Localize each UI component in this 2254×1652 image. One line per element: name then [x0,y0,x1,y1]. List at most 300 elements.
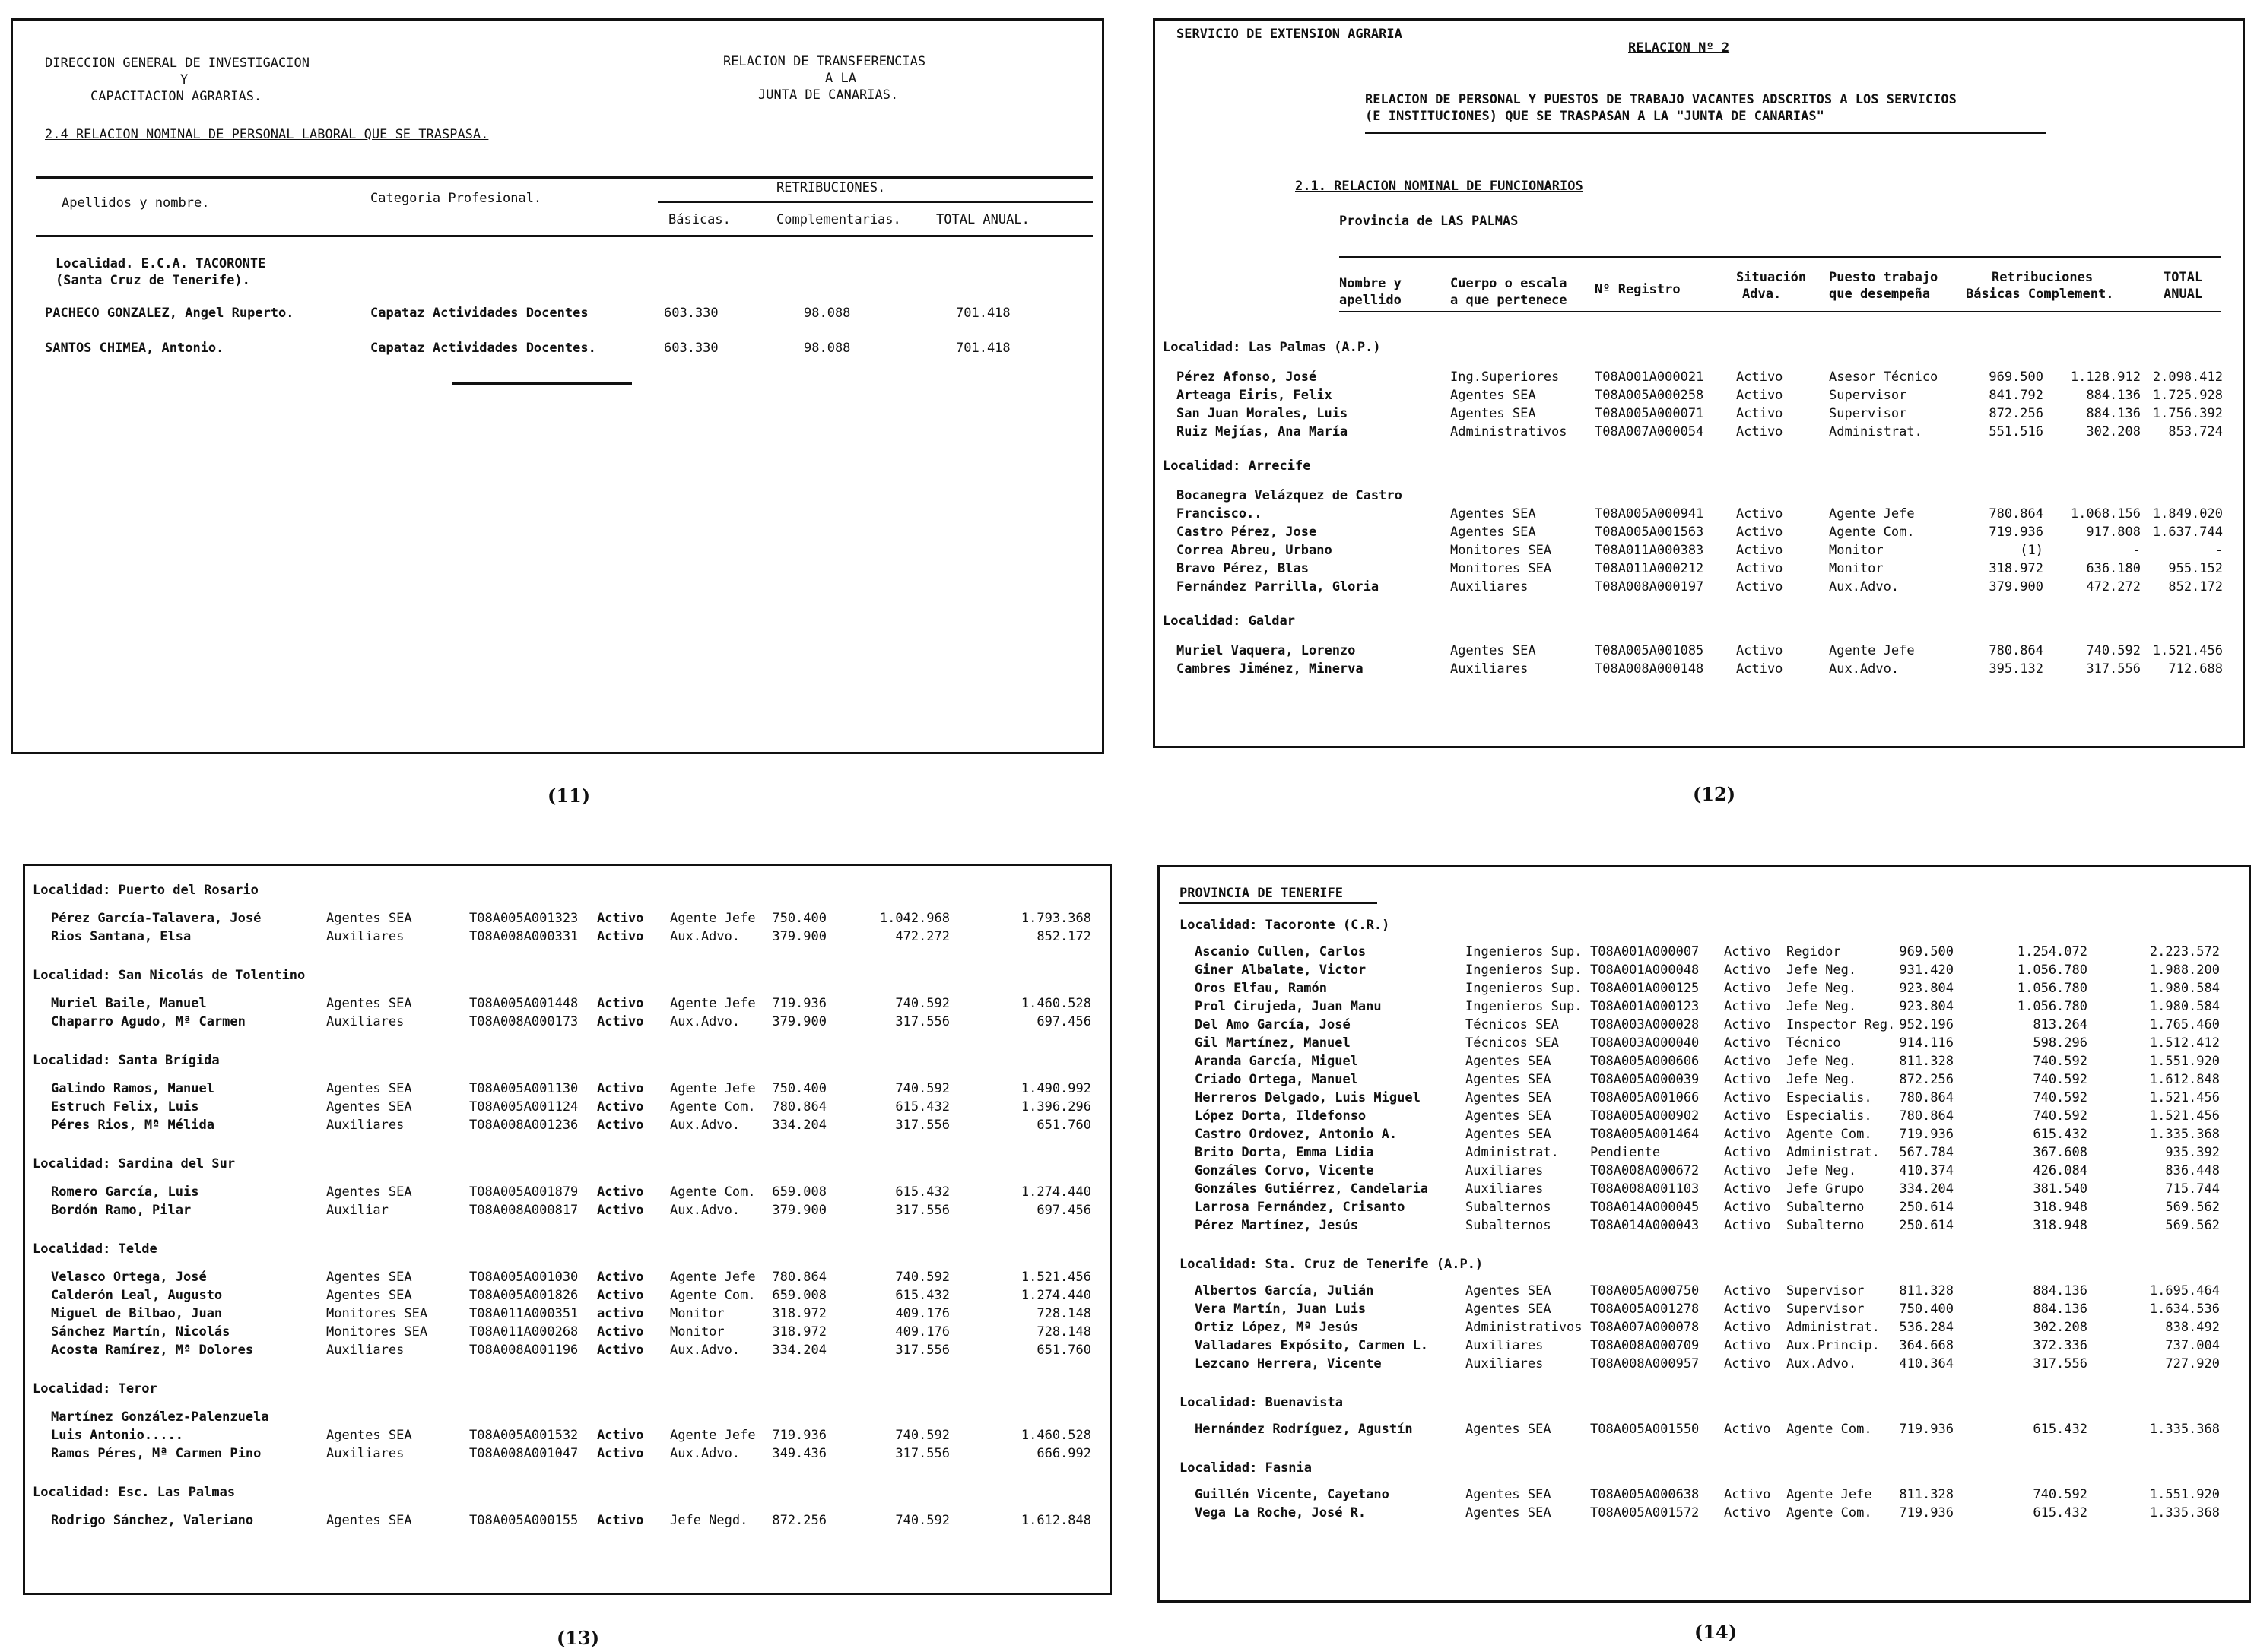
table-row [1155,405,2243,422]
cell-comp: 409.176 [895,1324,950,1340]
cell-post: Aux.Advo. [1786,1356,1857,1371]
table-row [1160,1144,2249,1161]
cell-name: Muriel Baile, Manuel [51,996,207,1011]
cell-post: Asesor Técnico [1829,369,1938,385]
cell-sit: Activo [597,1014,644,1029]
cell-total: 1.725.928 [2152,388,2223,403]
cell-post: Monitor [1829,543,1884,558]
cell-post: Agente Jefe [670,1270,756,1285]
cell-post: Regidor [1786,944,1841,959]
cell-total: 852.172 [1037,929,1091,944]
cell-sit: Activo [597,1428,644,1443]
cell-body: Auxiliares [326,1118,405,1133]
cell-post: Especialis. [1786,1108,1872,1124]
cell-comp: 318.948 [2033,1218,2087,1233]
table-row [1160,998,2249,1015]
cell-reg: T08A014A000043 [1590,1218,1700,1233]
cell-name: Guillén Vicente, Cayetano [1195,1487,1389,1502]
cell-bas: 659.008 [772,1288,827,1303]
cell-post: Agente Com. [670,1099,756,1115]
cell-total: 569.562 [2165,1200,2220,1215]
cell-name: Galindo Ramos, Manuel [51,1081,214,1096]
cell-bas: 969.500 [1989,369,2043,385]
cell-comp: 1.068.156 [2070,506,2141,522]
cell-total: 1.512.412 [2149,1035,2220,1051]
cell-bas: 872.256 [1989,406,2043,421]
cell-total: 1.396.296 [1021,1099,1091,1115]
cell-reg: T08A008A000331 [469,929,579,944]
cell-comp: 884.136 [2033,1283,2087,1298]
cell-reg: T08A005A000638 [1590,1487,1700,1502]
locality-heading: Localidad: Telde [33,1241,157,1257]
cell-name: Giner Albalate, Victor [1195,962,1367,978]
table-row [1160,980,2249,997]
cell-sit: Activo [1724,1145,1771,1160]
cell-reg: T08A005A000606 [1590,1054,1700,1069]
table-row [25,995,1110,1012]
cell-body: Agentes SEA [326,996,412,1011]
cell-name: Bocanegra Velázquez de Castro [1176,488,1402,503]
cell-sit: Activo [1736,543,1783,558]
cell-sit: Activo [1724,1338,1771,1353]
cell-body: Agentes SEA [326,1428,412,1443]
cell-comp: 740.592 [2033,1072,2087,1087]
cell-total: 1.521.456 [2149,1090,2220,1105]
panel-14 [1157,865,2251,1603]
locality-heading: Localidad: Santa Brígida [33,1053,220,1068]
p11-row-bas: 603.330 [664,306,719,321]
cell-body: Ingenieros Sup. [1465,944,1583,959]
locality-heading: Localidad: Galdar [1163,614,1295,629]
cell-bas: 659.008 [772,1184,827,1200]
cell-name: Calderón Leal, Augusto [51,1288,223,1303]
cell-bas: 872.256 [772,1513,827,1528]
table-row [1160,1108,2249,1124]
cell-reg: T08A005A001879 [469,1184,579,1200]
cell-bas: 410.364 [1899,1356,1954,1371]
table-row [1155,560,2243,577]
cell-total: 1.274.440 [1021,1288,1091,1303]
p11-row-comp: 98.088 [804,341,851,356]
table-row [1155,542,2243,559]
cell-comp: 615.432 [895,1099,950,1115]
cell-comp: 884.136 [2086,406,2141,421]
cell-post: Inspector Reg. [1786,1017,1896,1032]
cell-body: Auxiliares [1450,661,1529,677]
cell-bas: 780.864 [1899,1090,1954,1105]
cell-bas: 719.936 [1899,1422,1954,1437]
cell-total: 728.148 [1037,1324,1091,1340]
p11-header-left-1: DIRECCION GENERAL DE INVESTIGACION [45,55,310,71]
cell-reg: T08A005A000941 [1595,506,1704,522]
cell-reg: T08A008A000709 [1590,1338,1700,1353]
cell-body: Técnicos SEA [1465,1017,1559,1032]
page-number-14: (14) [1694,1621,1738,1643]
page-number-13: (13) [557,1627,600,1649]
cell-bas: 914.116 [1899,1035,1954,1051]
cell-total: 737.004 [2165,1338,2220,1353]
cell-name: Martínez González-Palenzuela [51,1409,269,1425]
panel-13 [23,864,1112,1595]
cell-post: Jefe Neg. [1786,962,1857,978]
cell-reg: T08A008A000957 [1590,1356,1700,1371]
cell-name: Correa Abreu, Urbano [1176,543,1332,558]
p11-header-right-2: A LA [825,71,856,86]
table-row [1160,1337,2249,1354]
cell-bas: 379.900 [772,1014,827,1029]
panel-12 [1153,18,2245,748]
cell-post: Agente Jefe [1786,1487,1872,1502]
cell-post: Agente Com. [1786,1422,1872,1437]
cell-sit: Activo [597,929,644,944]
table-row [25,1099,1110,1115]
cell-comp: 1.128.912 [2070,369,2141,385]
cell-comp: 426.084 [2033,1163,2087,1178]
cell-sit: Activo [1724,1017,1771,1032]
cell-post: Aux.Advo. [670,1203,741,1218]
cell-bas: 811.328 [1899,1283,1954,1298]
cell-total: 1.612.848 [2149,1072,2220,1087]
p12-h-sit-2: Adva. [1742,287,1782,302]
cell-bas: 334.204 [1899,1181,1954,1197]
cell-total: 1.980.584 [2149,981,2220,996]
cell-body: Auxiliares [326,1343,405,1358]
cell-comp: 740.592 [895,996,950,1011]
cell-body: Auxiliares [1465,1181,1544,1197]
locality-heading: Localidad: Sardina del Sur [33,1156,236,1172]
cell-reg: T08A005A001448 [469,996,579,1011]
cell-post: Aux.Advo. [670,1343,741,1358]
p12-header-rule-bottom [1339,311,2221,312]
cell-bas: 349.436 [772,1446,827,1461]
cell-sit: Activo [1736,643,1783,658]
cell-comp: 740.592 [895,1513,950,1528]
cell-sit: Activo [597,1446,644,1461]
cell-post: Supervisor [1786,1283,1865,1298]
cell-sit: Activo [597,1270,644,1285]
p11-row-name: SANTOS CHIMEA, Antonio. [45,341,224,356]
cell-sit: Activo [597,1288,644,1303]
cell-name: Gonzáles Corvo, Vicente [1195,1163,1374,1178]
cell-name: Chaparro Agudo, Mª Carmen [51,1014,246,1029]
p11-row-name: PACHECO GONZALEZ, Angel Ruperto. [45,306,294,321]
table-row [1160,1486,2249,1503]
cell-bas: 923.804 [1899,981,1954,996]
p11-row-comp: 98.088 [804,306,851,321]
cell-bas: 364.668 [1899,1338,1954,1353]
cell-reg: T08A005A001124 [469,1099,579,1115]
locality-heading: Localidad: Tacoronte (C.R.) [1179,918,1390,933]
table-row [1160,1217,2249,1234]
cell-body: Agentes SEA [1450,643,1536,658]
locality-heading: Localidad: Sta. Cruz de Tenerife (A.P.) [1179,1257,1484,1272]
cell-post: Monitor [1829,561,1884,576]
cell-sit: Activo [1724,1181,1771,1197]
cell-total: 1.551.920 [2149,1054,2220,1069]
table-row [1160,962,2249,978]
locality-heading: Localidad: Puerto del Rosario [33,883,259,898]
cell-total: 666.992 [1037,1446,1091,1461]
cell-reg: T08A005A001464 [1590,1127,1700,1142]
cell-total: 1.793.368 [1021,911,1091,926]
cell-post: Agente Com. [1786,1127,1872,1142]
locality-heading: Localidad: San Nicolás de Tolentino [33,968,306,983]
cell-sit: activo [597,1306,644,1321]
cell-comp: 884.136 [2033,1302,2087,1317]
cell-sit: Activo [1724,1356,1771,1371]
cell-post: Aux.Princip. [1786,1338,1880,1353]
p11-locality: Localidad. E.C.A. TACORONTE [56,256,266,271]
table-row [1160,1319,2249,1336]
cell-sit: Activo [597,911,644,926]
cell-comp: 372.336 [2033,1338,2087,1353]
cell-body: Auxiliares [1465,1338,1544,1353]
cell-body: Agentes SEA [1450,406,1536,421]
cell-post: Administrat. [1786,1145,1880,1160]
cell-bas: 410.374 [1899,1163,1954,1178]
cell-body: Agentes SEA [1465,1487,1551,1502]
cell-post: Jefe Neg. [1786,1072,1857,1087]
cell-name: Oros Elfau, Ramón [1195,981,1327,996]
cell-reg: T08A008A001236 [469,1118,579,1133]
cell-body: Monitores SEA [1450,543,1552,558]
table-row [25,1445,1110,1462]
cell-body: Agentes SEA [1465,1090,1551,1105]
cell-post: Aux.Advo. [1829,661,1900,677]
cell-name: Aranda García, Miguel [1195,1054,1358,1069]
p12-h-name-2: apellido [1339,293,1402,308]
cell-total: 712.688 [2168,661,2223,677]
p11-col-total: TOTAL ANUAL. [936,212,1030,227]
cell-sit: Activo [1736,661,1783,677]
p11-row-total: 701.418 [956,306,1011,321]
p11-header-right-1: RELACION DE TRANSFERENCIAS [723,54,926,69]
cell-body: Agentes SEA [1465,1072,1551,1087]
cell-total: 569.562 [2165,1218,2220,1233]
cell-body: Ingenieros Sup. [1465,981,1583,996]
table-row [25,1427,1110,1444]
cell-post: Supervisor [1829,388,1907,403]
cell-name: Ortiz López, Mª Jesús [1195,1320,1358,1335]
table-row [1155,369,2243,385]
cell-name: Hernández Rodríguez, Agustín [1195,1422,1413,1437]
p12-h-sit-1: Situación [1736,270,1807,285]
table-row [1155,506,2243,522]
cell-comp: 367.608 [2033,1145,2087,1160]
cell-total: 1.274.440 [1021,1184,1091,1200]
cell-body: Agentes SEA [326,911,412,926]
p12-h-reg: Nº Registro [1595,282,1681,297]
table-row [1160,1016,2249,1033]
cell-sit: Activo [597,1513,644,1528]
cell-name: Larrosa Fernández, Crisanto [1195,1200,1405,1215]
cell-body: Agentes SEA [326,1270,412,1285]
cell-sit: Activo [1724,1054,1771,1069]
cell-sit: Activo [597,1343,644,1358]
cell-name: Del Amo García, José [1195,1017,1351,1032]
cell-post: Supervisor [1786,1302,1865,1317]
cell-body: Agentes SEA [1465,1054,1551,1069]
cell-bas: 719.936 [772,996,827,1011]
cell-total: 728.148 [1037,1306,1091,1321]
cell-sit: Activo [1724,944,1771,959]
cell-name: Gonzáles Gutiérrez, Candelaria [1195,1181,1429,1197]
cell-name: López Dorta, Ildefonso [1195,1108,1367,1124]
table-row [1155,524,2243,541]
cell-comp: 884.136 [2086,388,2141,403]
cell-total: 1.490.992 [1021,1081,1091,1096]
cell-comp: 317.556 [895,1014,950,1029]
cell-reg: T08A005A000750 [1590,1283,1700,1298]
table-row [13,340,1102,357]
p11-rule-top [36,176,1093,179]
cell-bas: 780.864 [772,1270,827,1285]
cell-post: Aux.Advo. [670,1014,741,1029]
cell-sit: Activo [1724,1320,1771,1335]
cell-name: Bravo Pérez, Blas [1176,561,1309,576]
p11-rule-retrib [658,201,1093,203]
cell-comp: 740.592 [895,1428,950,1443]
cell-reg: T08A011A000351 [469,1306,579,1321]
cell-body: Agentes SEA [326,1288,412,1303]
cell-reg: T08A005A000039 [1590,1072,1700,1087]
cell-bas: 551.516 [1989,424,2043,439]
cell-bas: 780.864 [1989,506,2043,522]
cell-body: Agentes SEA [1465,1302,1551,1317]
cell-comp: 917.808 [2086,525,2141,540]
cell-sit: Activo [1724,1127,1771,1142]
cell-bas: 811.328 [1899,1054,1954,1069]
cell-name: Acosta Ramírez, Mª Dolores [51,1343,254,1358]
table-row [25,1269,1110,1286]
cell-comp: 409.176 [895,1306,950,1321]
cell-post: Jefe Neg. [1786,1163,1857,1178]
table-row [1160,1421,2249,1438]
cell-sit: Activo [1736,525,1783,540]
table-row [25,1287,1110,1304]
cell-comp: 636.180 [2086,561,2141,576]
cell-reg: T08A008A001047 [469,1446,579,1461]
table-row [1160,943,2249,960]
cell-comp: 317.556 [2033,1356,2087,1371]
p12-title-rule [1365,132,2046,134]
cell-body: Auxiliares [1465,1356,1544,1371]
cell-reg: T08A005A000902 [1590,1108,1700,1124]
cell-total: 1.637.744 [2152,525,2223,540]
cell-comp: 1.042.968 [879,911,950,926]
table-row [1155,387,2243,404]
cell-post: Agente Jefe [670,911,756,926]
cell-body: Subalternos [1465,1218,1551,1233]
table-row [1160,1301,2249,1317]
cell-name: Ramos Péres, Mª Carmen Pino [51,1446,262,1461]
cell-comp: 740.592 [2086,643,2141,658]
cell-comp: 615.432 [2033,1127,2087,1142]
cell-sit: Activo [1724,1283,1771,1298]
cell-comp: 302.208 [2086,424,2141,439]
p11-row-bas: 603.330 [664,341,719,356]
cell-total: 838.492 [2165,1320,2220,1335]
cell-bas: 780.864 [1899,1108,1954,1124]
cell-name: Ascanio Cullen, Carlos [1195,944,1367,959]
cell-bas: 811.328 [1899,1487,1954,1502]
table-row [25,1202,1110,1219]
table-row [1160,1356,2249,1372]
table-row [25,1409,1110,1425]
cell-body: Ing.Superiores [1450,369,1560,385]
cell-body: Agentes SEA [1465,1127,1551,1142]
cell-bas: 379.900 [772,1203,827,1218]
cell-bas: 719.936 [1899,1127,1954,1142]
cell-body: Auxiliar [326,1203,389,1218]
p11-row-cat: Capataz Actividades Docentes. [370,341,596,356]
cell-post: Jefe Grupo [1786,1181,1865,1197]
cell-total: 1.612.848 [1021,1513,1091,1528]
cell-comp: 317.556 [895,1343,950,1358]
cell-body: Agentes SEA [1465,1283,1551,1298]
cell-reg: T08A001A000048 [1590,962,1700,978]
cell-reg: T08A008A001196 [469,1343,579,1358]
locality-heading: Localidad: Las Palmas (A.P.) [1163,340,1381,355]
panel-11 [11,18,1104,754]
table-row [25,910,1110,927]
cell-bas: 536.284 [1899,1320,1954,1335]
cell-name: Valladares Expósito, Carmen L. [1195,1338,1429,1353]
cell-body: Auxiliares [326,1014,405,1029]
table-row [1155,642,2243,659]
cell-total: 1.634.536 [2149,1302,2220,1317]
cell-sit: Activo [1736,506,1783,522]
cell-comp: 615.432 [2033,1505,2087,1520]
cell-comp: 1.056.780 [2017,999,2087,1014]
cell-name: Luis Antonio..... [51,1428,183,1443]
cell-name: Sánchez Martín, Nicolás [51,1324,230,1340]
cell-body: Agentes SEA [1465,1108,1551,1124]
p14-province-rule [1179,902,1377,904]
cell-sit: Activo [1736,579,1783,595]
cell-post: Agente Com. [1829,525,1915,540]
cell-bas: 750.400 [772,1081,827,1096]
cell-bas: 334.204 [772,1118,827,1133]
cell-bas: 872.256 [1899,1072,1954,1087]
cell-total: 1.765.460 [2149,1017,2220,1032]
cell-reg: T08A005A001030 [469,1270,579,1285]
cell-total: 852.172 [2168,579,2223,595]
cell-comp: 615.432 [895,1184,950,1200]
cell-total: 1.460.528 [1021,1428,1091,1443]
cell-total: 651.760 [1037,1118,1091,1133]
table-row [1160,1053,2249,1070]
p12-h-post-1: Puesto trabajo [1829,270,1938,285]
cell-bas: (1) [2020,543,2043,558]
cell-sit: Activo [597,1118,644,1133]
p11-col-retrib: RETRIBUCIONES. [776,180,886,195]
cell-comp: 472.272 [895,929,950,944]
cell-sit: Activo [1724,1090,1771,1105]
cell-post: Agente Jefe [1829,506,1915,522]
cell-total: 697.456 [1037,1014,1091,1029]
cell-total: 1.335.368 [2149,1127,2220,1142]
cell-bas: 952.196 [1899,1017,1954,1032]
cell-total: 1.521.456 [1021,1270,1091,1285]
cell-bas: 250.614 [1899,1200,1954,1215]
cell-reg: T08A011A000383 [1595,543,1704,558]
table-row [1155,579,2243,595]
table-row [25,1013,1110,1030]
cell-total: 2.223.572 [2149,944,2220,959]
cell-post: Administrat. [1786,1320,1880,1335]
table-row [1155,661,2243,677]
